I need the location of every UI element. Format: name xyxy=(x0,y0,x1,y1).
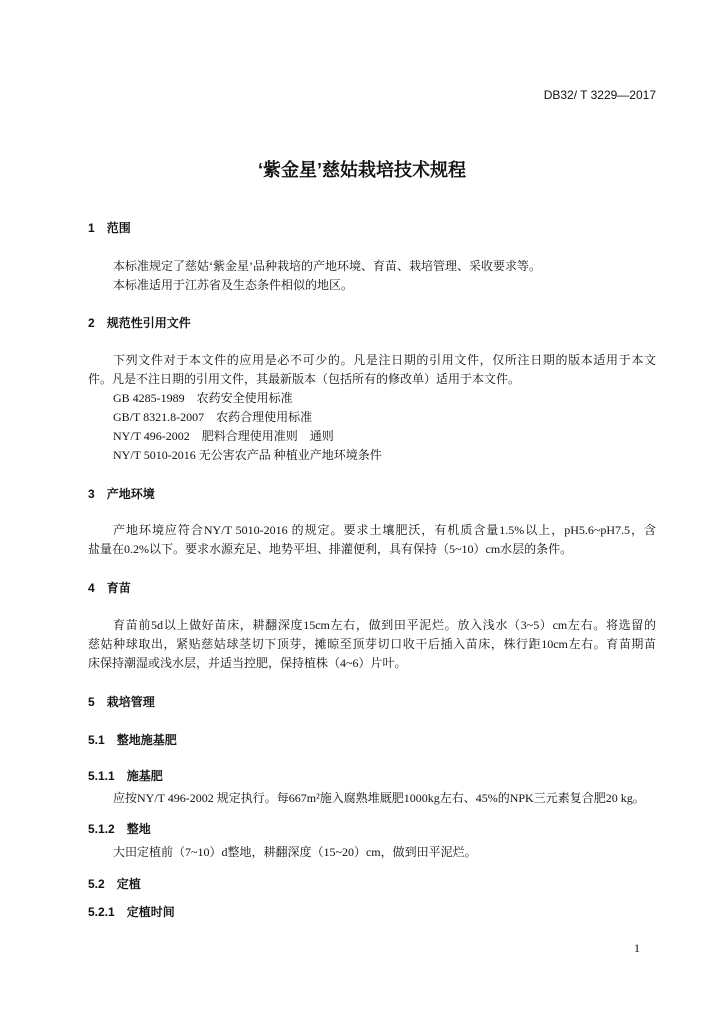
paragraph-line: 床保持潮湿或浅水层，并适当控肥，保持植株（4~6）片叶。 xyxy=(88,656,407,670)
paragraph-line: 产地环境应符合NY/T 5010-2016 的规定。要求土壤肥沃，有机质含量1.5%以上，pH5.6~pH7.5，含 xyxy=(113,523,656,537)
section-number: 5.2.1 xyxy=(88,905,115,919)
section-number: 5 xyxy=(88,695,95,709)
reference-item: GB/T 8321.8-2007 农药合理使用标准 xyxy=(113,410,313,424)
subsection-heading-5-1 xyxy=(88,732,177,748)
section-number: 5.1.1 xyxy=(88,769,115,783)
section-number: 5.2 xyxy=(88,877,105,891)
section-number: 3 xyxy=(88,487,95,501)
section-title: 范围 xyxy=(106,221,131,235)
paragraph-line: 大田定植前（7~10）d整地，耕翻深度（15~20）cm，做到田平泥烂。 xyxy=(113,845,477,859)
section-number: 5.1 xyxy=(88,733,105,747)
paragraph-line: 应按NY/T 496-2002 规定执行。每667m²施入腐熟堆厩肥1000kg左右、45%的NPK三元素复合肥20 kg。 xyxy=(113,791,645,805)
section-title: 定植 xyxy=(116,877,141,891)
section-title: 整地 xyxy=(126,822,151,836)
subsection-heading-5-2-1 xyxy=(88,904,175,920)
paragraph-line: 育苗前5d以上做好苗床，耕翻深度15cm左右，做到田平泥烂。放入浅水（3~5）cm左右。将选留的 xyxy=(113,618,656,632)
paragraph-line: 本标准适用于江苏省及生态条件相似的地区。 xyxy=(113,278,354,292)
paragraph-line: 下列文件对于本文件的应用是必不可少的。凡是注日期的引用文件，仅所注日期的版本适用于本文 xyxy=(113,353,656,367)
document-title: ‘紫金星’慈姑栽培技术规程 xyxy=(257,160,466,180)
paragraph-line: 慈姑种球取出，紧贴慈姑球茎切下顶芽，摊晾至顶芽切口收干后插入苗床，株行距10cm左右。育苗期苗 xyxy=(88,637,656,651)
section-number: 1 xyxy=(88,221,95,235)
reference-item: NY/T 5010-2016 无公害农产品 种植业产地环境条件 xyxy=(113,448,382,462)
subsection-heading-5-2 xyxy=(88,876,141,892)
subsection-heading-5-1-1 xyxy=(88,768,163,784)
section-title: 定植时间 xyxy=(126,905,175,919)
section-heading-3 xyxy=(88,486,155,502)
reference-item: GB 4285-1989 农药安全使用标准 xyxy=(113,391,293,405)
page-number: 1 xyxy=(634,941,640,955)
section-heading-2 xyxy=(88,315,191,331)
reference-item: NY/T 496-2002 肥料合理使用准则 通则 xyxy=(113,429,334,443)
section-title: 产地环境 xyxy=(106,487,155,501)
section-heading-5 xyxy=(88,694,155,710)
header-standard-code: DB32/ T 3229—2017 xyxy=(543,88,656,102)
section-title: 育苗 xyxy=(106,581,131,595)
section-number: 2 xyxy=(88,316,95,330)
subsection-heading-5-1-2 xyxy=(88,821,151,837)
section-title: 施基肥 xyxy=(126,769,163,783)
section-heading-4 xyxy=(88,580,131,596)
section-number: 4 xyxy=(88,581,95,595)
section-title: 整地施基肥 xyxy=(116,733,177,747)
paragraph-line: 盐量在0.2%以下。要求水源充足、地势平坦、排灌便利，具有保持（5~10）cm水层的条件。 xyxy=(88,542,573,556)
section-title: 规范性引用文件 xyxy=(106,316,191,330)
section-number: 5.1.2 xyxy=(88,822,115,836)
paragraph-line: 件。凡是不注日期的引用文件，其最新版本（包括所有的修改单）适用于本文件。 xyxy=(88,372,521,386)
section-title: 栽培管理 xyxy=(106,695,155,709)
section-heading-1 xyxy=(88,220,131,236)
paragraph-line: 本标准规定了慈姑‘紫金星’品种栽培的产地环境、育苗、栽培管理、采收要求等。 xyxy=(113,259,541,273)
